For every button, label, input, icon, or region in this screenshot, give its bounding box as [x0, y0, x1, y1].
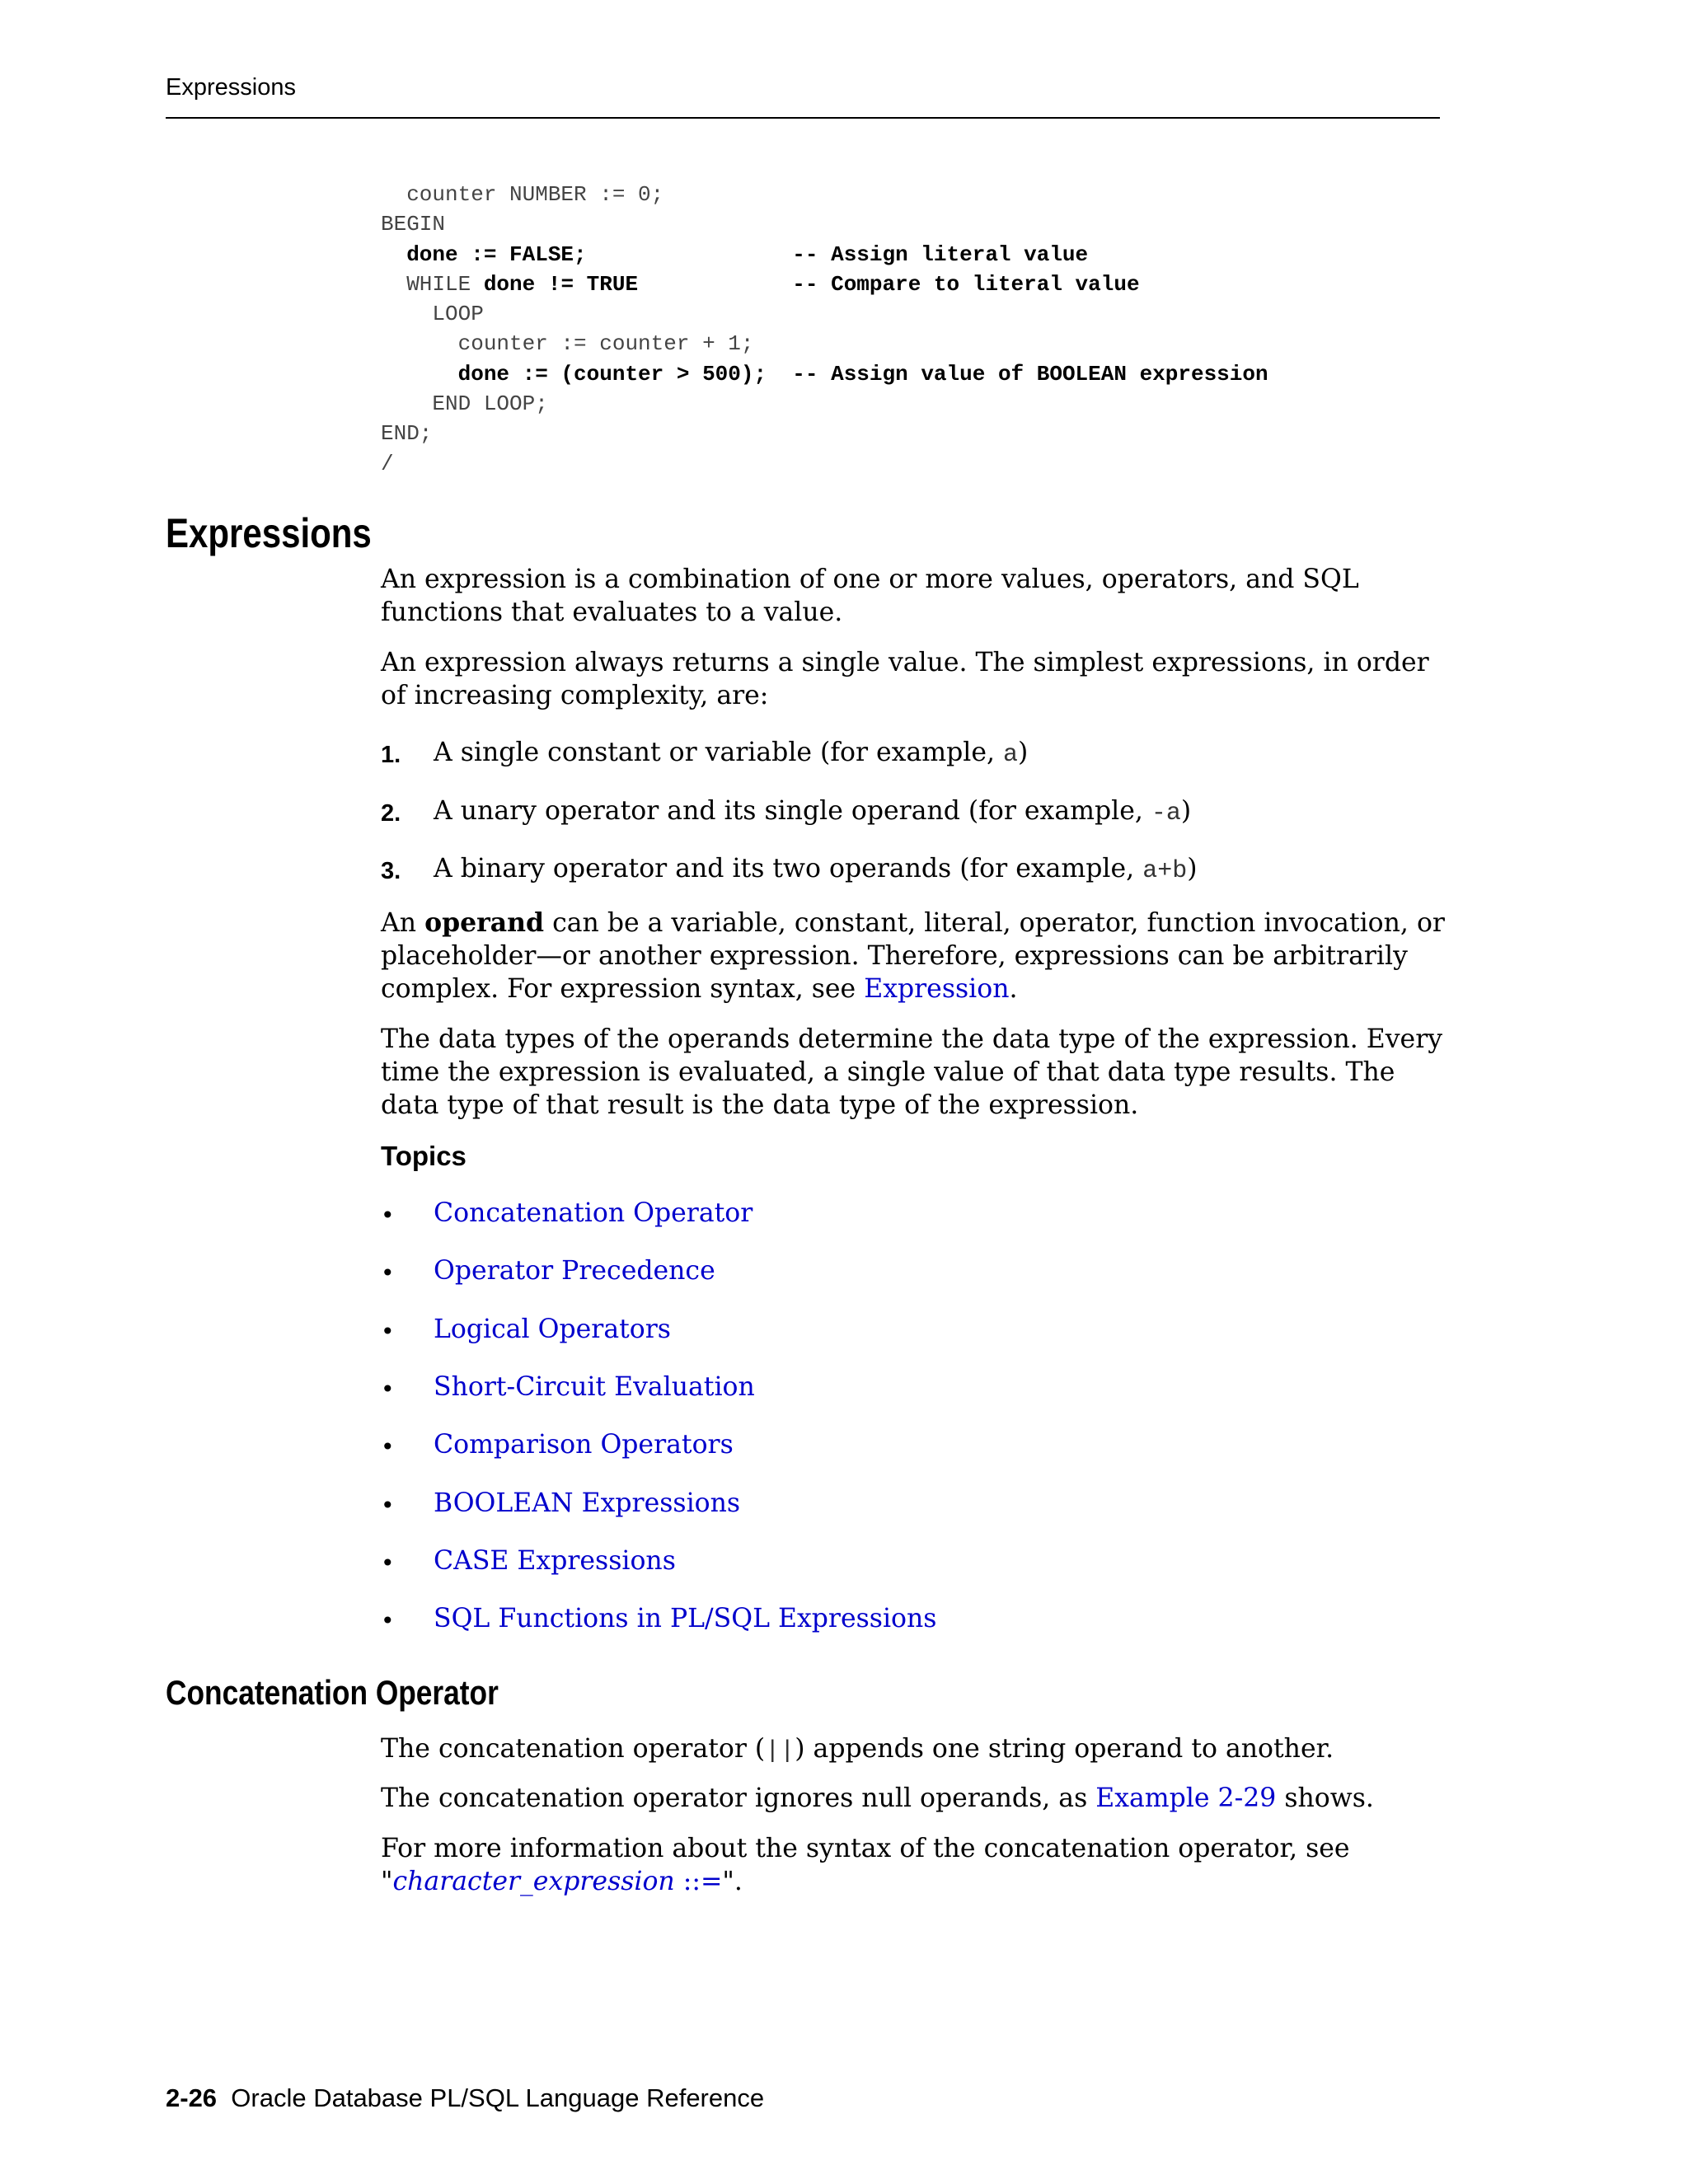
link-expression[interactable]: Expression [864, 974, 1010, 1004]
topic-link-operator-precedence[interactable]: Operator Precedence [434, 1256, 715, 1286]
intro-paragraph: An expression is a combination of one or more values, operators, and SQL functions that evaluates to a value. [381, 565, 1359, 627]
topic-link-comparison-operators[interactable]: Comparison Operators [434, 1430, 734, 1460]
inline-code: a+b [1142, 857, 1188, 885]
list-number: 3. [381, 858, 401, 884]
code-line: / [381, 451, 394, 476]
topic-link-logical-operators[interactable]: Logical Operators [434, 1315, 671, 1344]
header-rule [166, 117, 1440, 119]
list-number: 2. [381, 800, 401, 827]
code-example [381, 180, 1268, 479]
code-comment: -- Assign value of BOOLEAN expression [792, 361, 1268, 387]
page-footer [166, 2083, 764, 2113]
inline-code: -a [1151, 799, 1181, 827]
code-line: END; [381, 421, 433, 447]
concat-paragraph-3: For more information about the syntax of the concatenation operator, see "character_expression ::=". [381, 1834, 1350, 1896]
code-line-bold: done != TRUE [483, 271, 639, 297]
code-comment: -- Compare to literal value [792, 271, 1140, 297]
book-title: Oracle Database PL/SQL Language Reference [231, 2083, 765, 2112]
concat-paragraph-1: The concatenation operator (||) appends one string operand to another. [381, 1734, 1334, 1765]
concat-paragraph-2: The concatenation operator ignores null operands, as Example 2-29 shows. [381, 1783, 1374, 1813]
link-character-expression-suffix[interactable]: ::= [674, 1867, 723, 1896]
bullet: • [381, 1202, 395, 1229]
topic-link-boolean-expressions[interactable]: BOOLEAN Expressions [434, 1488, 741, 1518]
link-example-2-29[interactable]: Example 2-29 [1095, 1783, 1277, 1813]
running-header-title: Expressions [166, 74, 296, 101]
inline-code: || [765, 1737, 795, 1765]
code-line: counter NUMBER := 0; [381, 182, 664, 207]
section-heading-expressions: Expressions [166, 510, 372, 556]
bullet: • [381, 1607, 395, 1634]
topic-link-case-expressions[interactable]: CASE Expressions [434, 1546, 676, 1576]
page-number: 2-26 [166, 2083, 218, 2112]
topic-link-sql-functions[interactable]: SQL Functions in PL/SQL Expressions [434, 1604, 937, 1633]
topic-link-concatenation-operator[interactable]: Concatenation Operator [434, 1198, 753, 1228]
list-item: A single constant or variable (for example, a) [434, 738, 1029, 769]
code-line: BEGIN [381, 212, 446, 237]
link-character-expression[interactable]: character_expression [392, 1867, 675, 1896]
bullet: • [381, 1318, 395, 1345]
topic-link-short-circuit-evaluation[interactable]: Short-Circuit Evaluation [434, 1372, 755, 1402]
bullet: • [381, 1433, 395, 1460]
list-item: A unary operator and its single operand (for example, -a) [434, 796, 1192, 827]
code-line-bold: done := (counter > 500); [381, 361, 767, 387]
code-line: LOOP [381, 302, 484, 327]
code-keyword: WHILE [381, 271, 484, 297]
paragraph-simplest-expressions: An expression always returns a single value. The simplest expressions, in order of increasing complexity, are: [381, 648, 1429, 710]
bold-term-operand: operand [424, 907, 545, 938]
operand-paragraph: An operand can be a variable, constant, literal, operator, function invocation, or placeholder—or another expression. Therefore, expressions can be arbitrarily complex. For expression syntax, see Expression. [381, 907, 1445, 1004]
bullet: • [381, 1492, 395, 1519]
code-line: END LOOP; [381, 391, 548, 417]
code-line: counter := counter + 1; [381, 331, 754, 357]
bullet: • [381, 1549, 395, 1577]
list-number: 1. [381, 742, 401, 768]
code-comment: -- Assign literal value [792, 241, 1089, 267]
bullet: • [381, 1259, 395, 1286]
inline-code: a [1003, 741, 1019, 769]
list-item: A binary operator and its two operands (for example, a+b) [434, 854, 1198, 885]
data-types-paragraph: The data types of the operands determine the data type of the expression. Every time the expression is evaluated, a single value of that data type results. The data type of that result is the data type of the expression. [381, 1024, 1443, 1120]
bullet: • [381, 1376, 395, 1403]
topics-heading: Topics [381, 1141, 467, 1171]
code-line-bold: done := FALSE; [381, 241, 587, 267]
section-heading-concatenation-operator: Concatenation Operator [166, 1673, 499, 1712]
